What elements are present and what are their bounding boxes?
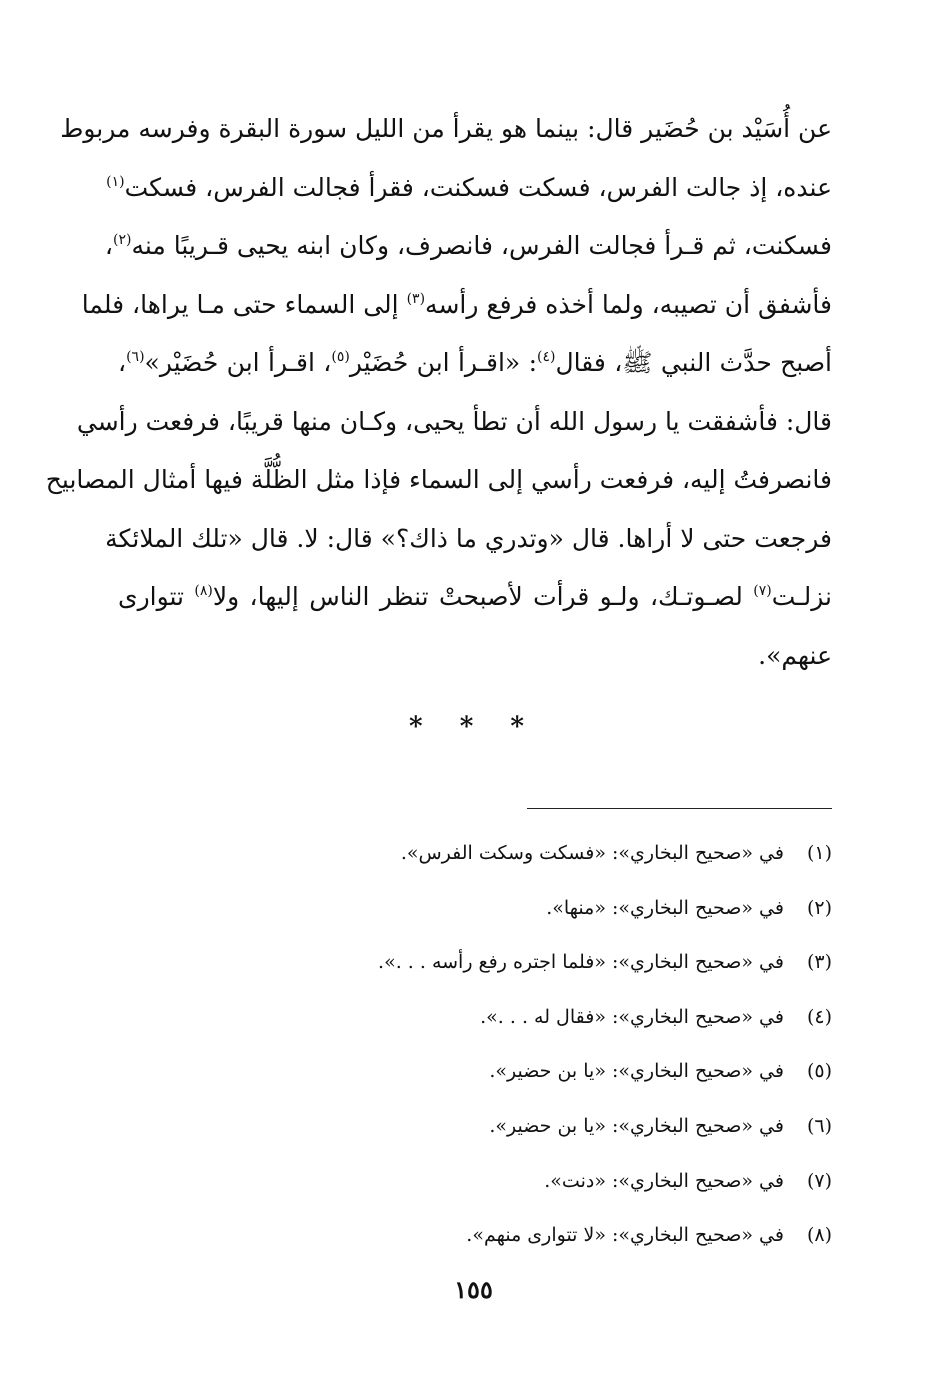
text-run: فأشفق أن تصيبه، ولما أخذه فرفع رأسه (425, 289, 832, 319)
text-run: أصبح حدَّث النبي ﷺ، فقال (555, 348, 833, 377)
text-run: تتوارى (118, 582, 195, 611)
footnote-number: (٤) (806, 1005, 832, 1028)
footnote-text: في «صحيح البخاري»: «منها». (546, 896, 784, 919)
footnote-number: (٣) (806, 951, 832, 974)
footnote (118, 990, 832, 1045)
text-line (76, 393, 832, 452)
text-line (118, 627, 832, 686)
footnote (118, 881, 832, 936)
footnote (118, 1208, 832, 1263)
text-run: ، (104, 231, 113, 260)
text-run: عنده، إذ جالت الفرس، فسكت فسكنت، فقرأ فجالت الفرس، فسكت (124, 172, 832, 202)
footnote-reference: (٧) (753, 583, 772, 599)
text-line (105, 510, 832, 569)
footnote-reference: (٦) (126, 349, 145, 365)
footnote-number: (٥) (806, 1060, 832, 1083)
footnote-text: في «صحيح البخاري»: «لا تتوارى منهم». (466, 1224, 784, 1247)
footnote-reference: (٥) (331, 349, 350, 365)
text-run: ، اقـرأ ابن حُضَيْر» (144, 348, 332, 377)
text-run: إلى السماء حتى مـا يراها، فلما (81, 289, 407, 319)
text-line (60, 100, 832, 159)
section-separator: * * * (409, 712, 538, 742)
footnote-reference: (٨) (194, 583, 213, 599)
footnote-reference: (٢) (112, 232, 132, 248)
text-run: فانصرفتُ إليه، فرفعت رأسي إلى السماء فإذا مثل الظُّلَّة فيها أمثال المصابيح (45, 465, 832, 494)
text-run: لصـوتـك، ولـو قرأت لأصبحتْ تنظر الناس إليها، ولا (212, 582, 754, 611)
footnote (118, 1154, 832, 1209)
text-run: نزلـت (771, 582, 833, 611)
footnote-text: في «صحيح البخاري»: «يا بن حضير». (489, 1114, 784, 1137)
text-run: عنهم». (758, 640, 832, 670)
text-run: عن أُسَيْد بن حُضَير قال: بينما هو يقرأ من الليل سورة البقرة وفرسه مربوط (60, 114, 832, 143)
text-line (104, 217, 832, 276)
text-run: ، (118, 348, 127, 377)
page-number: ١٥٥ (454, 1275, 493, 1304)
footnote (118, 1099, 832, 1154)
text-line (81, 276, 832, 335)
text-line (118, 334, 832, 393)
text-run: فسكنت، ثم قـرأ فجالت الفرس، فانصرف، وكان ابنه يحيى قـريبًا منه (131, 231, 832, 260)
text-line (118, 568, 832, 627)
text-run: قال: فأشفقت يا رسول الله أن تطأ يحيى، وكـان منها قريبًا، فرفعت رأسي (76, 406, 832, 436)
footnote-text: في «صحيح البخاري»: «يا بن حضير». (489, 1060, 784, 1083)
main-text (45, 100, 833, 685)
footnote-number: (٧) (806, 1169, 832, 1192)
footnote-number: (٨) (806, 1224, 832, 1247)
footnote-text: في «صحيح البخاري»: «دنت». (544, 1169, 784, 1192)
footnote (118, 826, 832, 881)
footnote-text: في «صحيح البخاري»: «فلما اجتره رفع رأسه . . .». (378, 951, 784, 974)
footnote-reference: (٣) (406, 290, 426, 307)
footnote-number: (٦) (806, 1114, 832, 1137)
footnote-rule (527, 808, 832, 809)
footnote-text: في «صحيح البخاري»: «فقال له . . .». (480, 1005, 784, 1028)
footnote-number: (٢) (806, 896, 832, 919)
footnote (118, 935, 832, 990)
footnote (118, 1044, 832, 1099)
footnote-reference: (١) (106, 173, 125, 190)
text-line (106, 159, 832, 218)
text-run: فرجعت حتى لا أراها. قال «وتدري ما ذاك؟» قال: لا. قال «تلك الملائكة (105, 523, 832, 553)
text-run: : «اقـرأ ابن حُضَيْر (349, 348, 537, 377)
footnotes (118, 826, 832, 1263)
footnote-number: (١) (806, 842, 832, 864)
footnote-text: في «صحيح البخاري»: «فسكت وسكت الفرس». (400, 842, 784, 864)
footnote-reference: (٤) (537, 349, 556, 365)
text-line (45, 451, 832, 510)
